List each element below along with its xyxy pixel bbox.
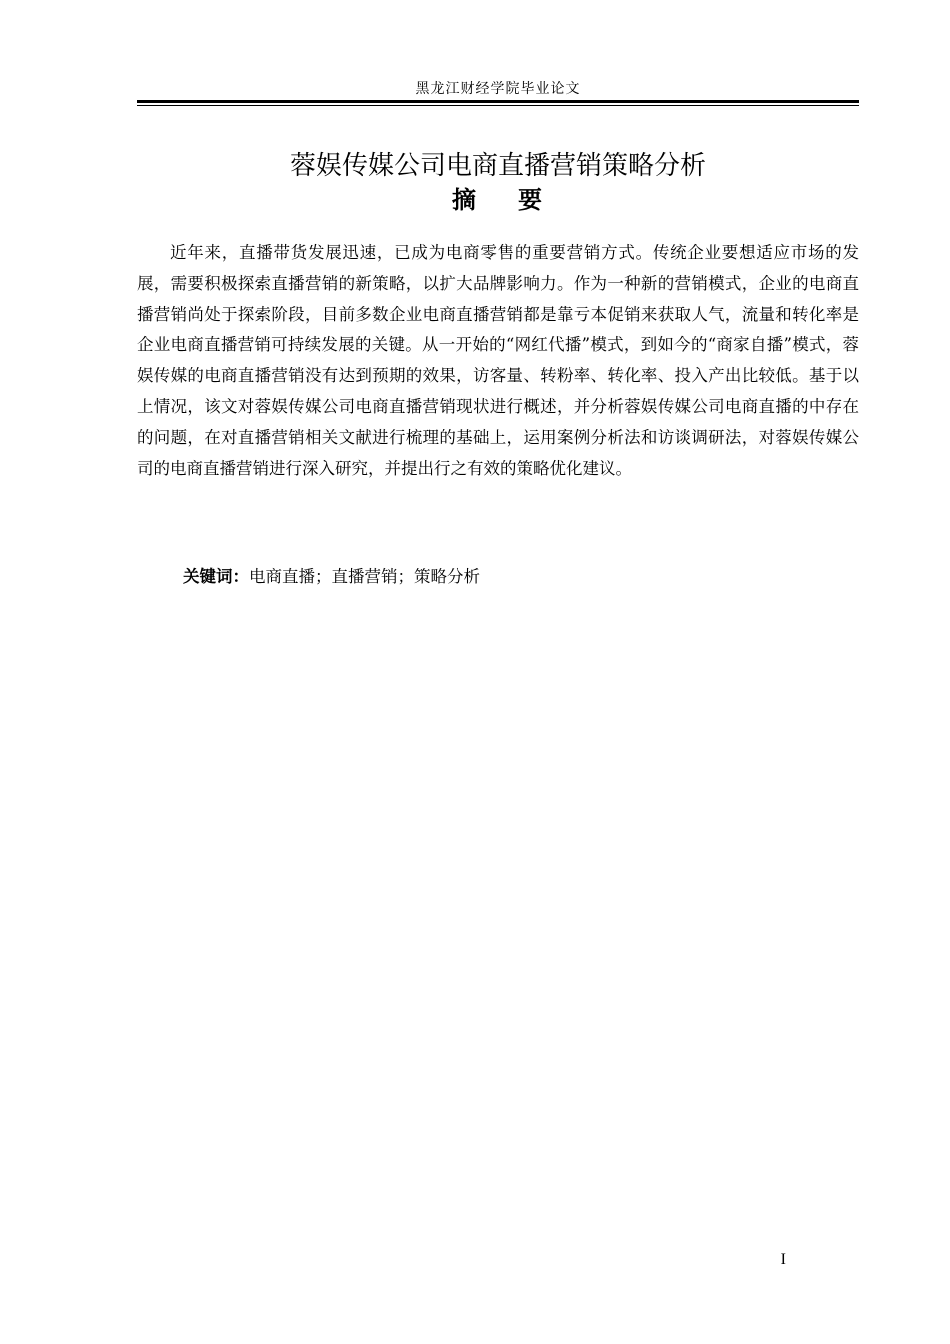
header-rule-thick	[137, 100, 859, 103]
abstract-heading-char-1: 摘	[452, 186, 478, 214]
abstract-body: 近年来，直播带货发展迅速，已成为电商零售的重要营销方式。传统企业要想适应市场的发展，需要积极探索直播营销的新策略，以扩大品牌影响力。作为一种新的营销模式，企业的电商直播营销尚处于探索阶段，目前多数企业电商直播营销都是靠亏本促销来获取人气，流量和转化率是企业电商直播营销可持续发展的关键。从一开始的“网红代播”模式，到如今的“商家自播”模式，蓉娱传媒的电商直播营销没有达到预期的效果，访客量、转粉率、转化率、投入产出比较低。基于以上情况，该文对蓉娱传媒公司电商直播营销现状进行概述，并分析蓉娱传媒公司电商直播的中存在的问题，在对直播营销相关文献进行梳理的基础上，运用案例分析法和访谈调研法，对蓉娱传媒公司的电商直播营销进行深入研究，并提出行之有效的策略优化建议。	[137, 243, 859, 478]
abstract-heading	[137, 184, 859, 216]
keywords-line	[183, 564, 480, 590]
keywords-value: 电商直播；直播营销；策略分析	[249, 567, 480, 586]
keywords-label: 关键词：	[183, 567, 249, 586]
running-header: 黑龙江财经学院毕业论文	[415, 81, 581, 97]
paper-title: 蓉娱传媒公司电商直播营销策略分析	[289, 151, 706, 182]
abstract-heading-char-2: 要	[518, 186, 544, 214]
header-rule-thin	[137, 105, 859, 106]
page-number: I	[780, 1251, 786, 1268]
